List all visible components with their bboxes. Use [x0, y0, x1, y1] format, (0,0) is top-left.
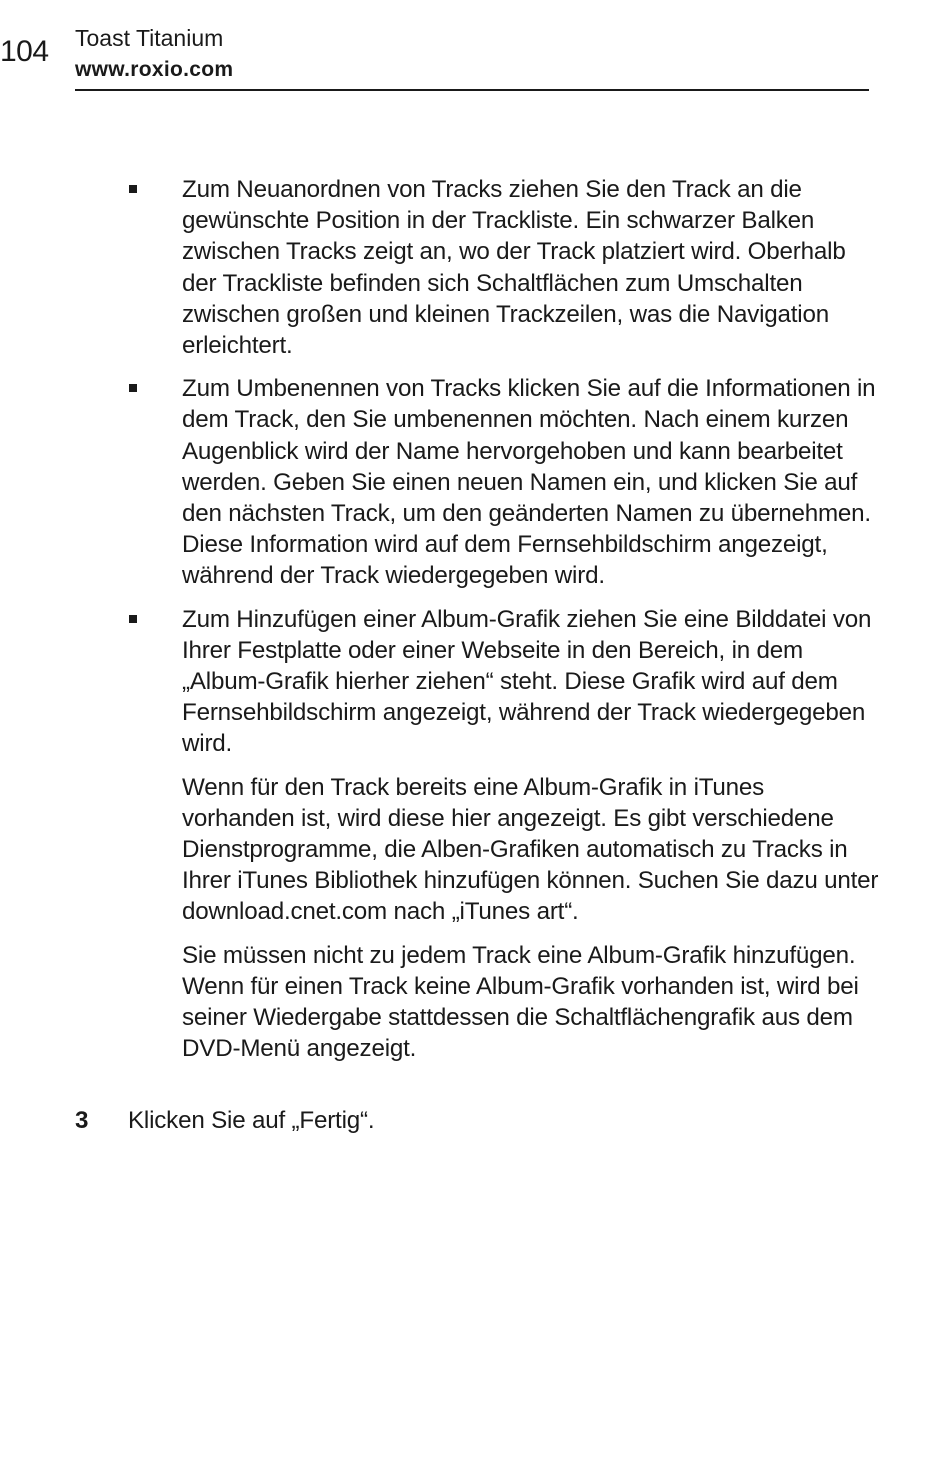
square-bullet-icon: [129, 185, 137, 193]
square-bullet-icon: [129, 384, 137, 392]
website-url: www.roxio.com: [75, 58, 234, 81]
list-item-paragraph: Wenn für den Track bereits eine Album-Grafik in iTunes vorhanden ist, wird diese hier angezeigt. Es gibt verschiedene Dienstprogramme, die Alben-Grafiken automatisch zu Tracks in Ihrer iTunes Bibliothek hinzufügen können. Suchen Sie dazu unter download.cnet.com nach „iTunes art“.: [182, 773, 879, 926]
bullet-list: [0, 174, 950, 1076]
header-divider: [75, 89, 869, 91]
list-item-paragraph: Zum Umbenennen von Tracks klicken Sie auf die Informationen in dem Track, den Sie umbenennen möchten. Nach einem kurzen Augenblick wird der Name hervorgehoben und kann bearbeitet werden. Geben Sie einen neuen Namen ein, und klicken Sie auf den nächsten Track, um den geänderten Namen zu übernehmen. Diese Information wird auf dem Fernsehbildschirm angezeigt, während der Track wiedergegeben wird.: [182, 375, 876, 590]
step-text: Klicken Sie auf „Fertig“.: [128, 1107, 375, 1134]
document-title: Toast Titanium: [75, 25, 224, 51]
list-item-paragraph: Sie müssen nicht zu jedem Track eine Album-Grafik hinzufügen. Wenn für einen Track keine Album-Grafik vorhanden ist, wird bei seiner Wiedergabe stattdessen die Schaltflächengrafik aus dem DVD-Menü angezeigt.: [182, 941, 859, 1063]
list-item: [0, 604, 950, 1065]
list-item: [0, 174, 950, 361]
list-item: [0, 373, 950, 591]
list-item-paragraph: Zum Neuanordnen von Tracks ziehen Sie den Track an die gewünschte Position in der Trackliste. Ein schwarzer Balken zwischen Tracks zeigt an, wo der Track platziert wird. Oberhalb der Trackliste befinden sich Schaltflächen zum Umschalten zwischen großen und kleinen Trackzeilen, was die Navigation erleichtert.: [182, 176, 846, 360]
square-bullet-icon: [129, 615, 137, 623]
list-item-paragraph: Zum Hinzufügen einer Album-Grafik ziehen Sie eine Bilddatei von Ihrer Festplatte oder einer Webseite in den Bereich, in dem „Album-Grafik hierher ziehen“ steht. Diese Grafik wird auf dem Fernsehbildschirm angezeigt, während der Track wiedergegeben wird.: [182, 605, 872, 758]
page-number: 104: [0, 35, 49, 68]
step-number: 3: [75, 1107, 89, 1134]
